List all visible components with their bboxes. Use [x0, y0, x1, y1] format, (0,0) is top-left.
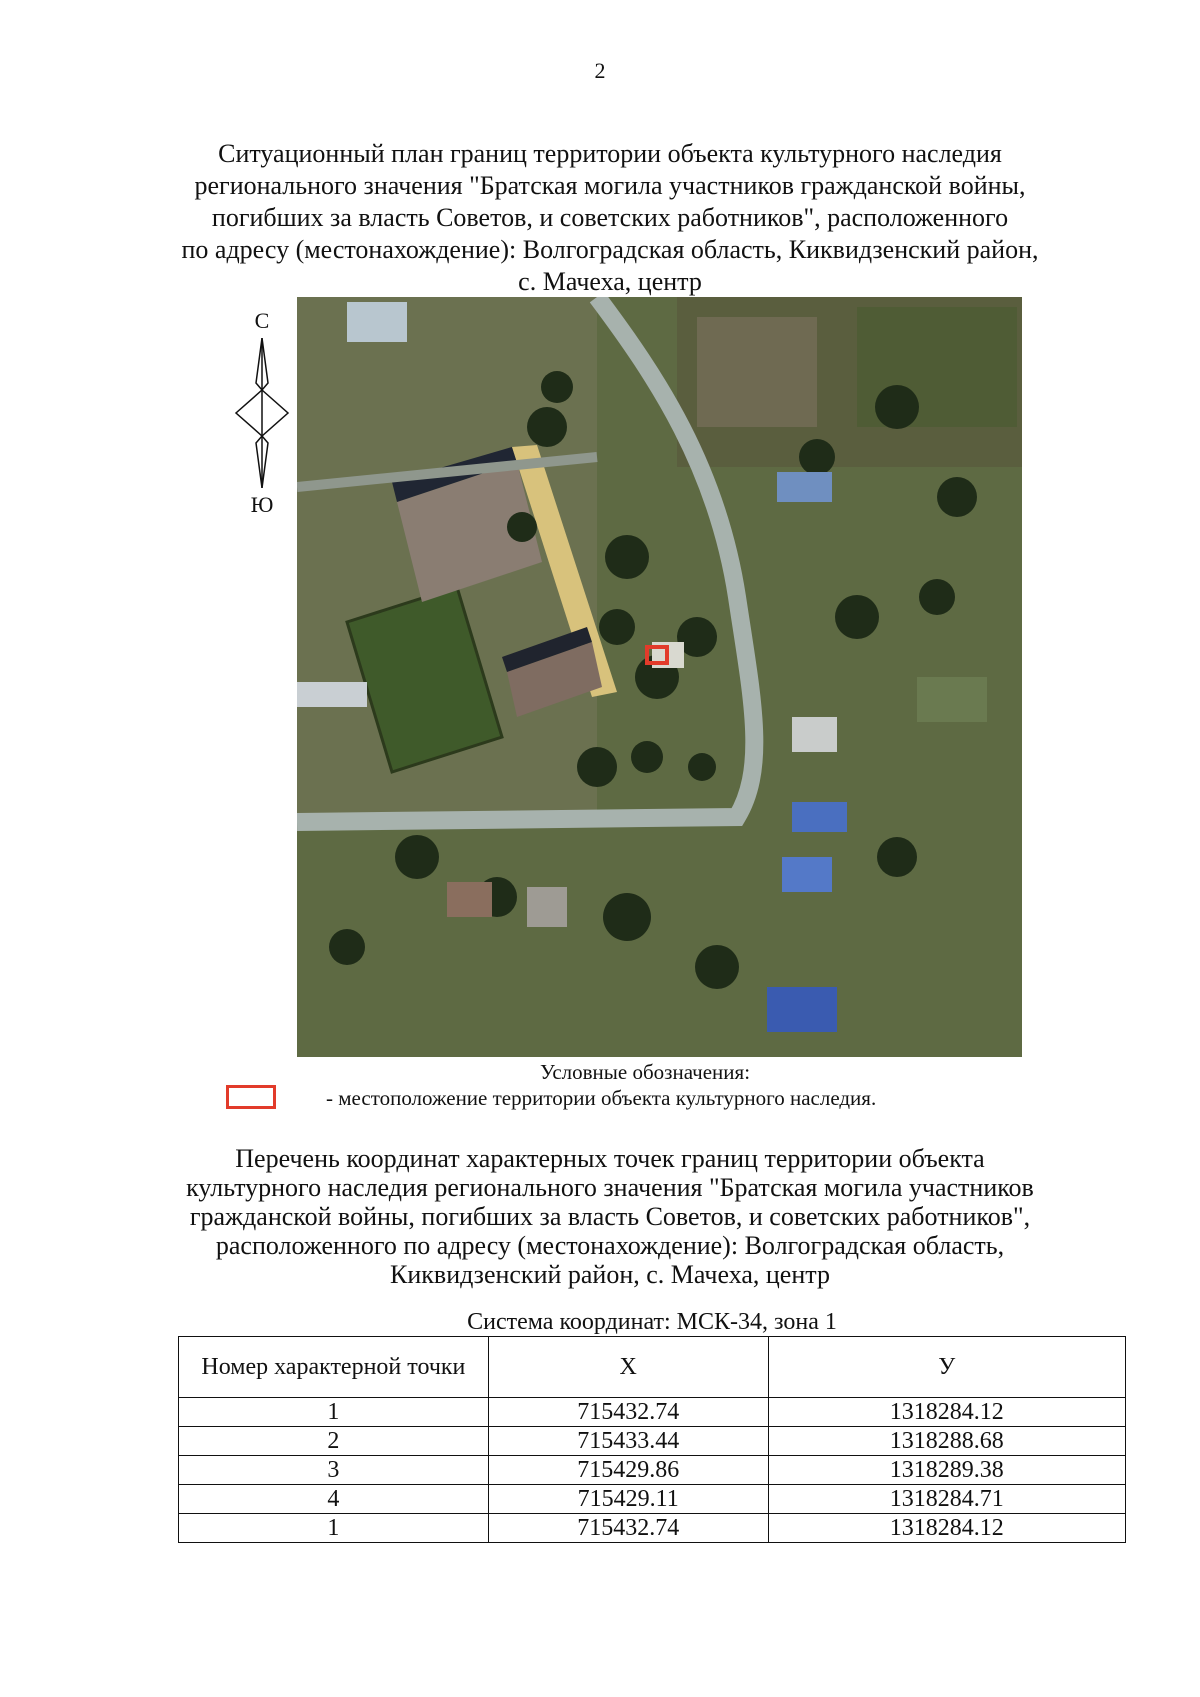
cell-y: 1318289.38	[768, 1456, 1125, 1485]
title-line: с. Мачеха, центр	[518, 267, 702, 296]
table-row	[179, 1485, 1126, 1514]
legend-item-text: - местоположение территории объекта культурного наследия.	[326, 1086, 877, 1110]
document-title	[150, 138, 1070, 298]
table-header-row	[179, 1337, 1126, 1398]
cell-point: 2	[179, 1427, 489, 1456]
cell-y: 1318284.12	[768, 1398, 1125, 1427]
cell-y: 1318288.68	[768, 1427, 1125, 1456]
cell-x: 715429.11	[488, 1485, 768, 1514]
title-line: Ситуационный план границ территории объекта культурного наследия	[218, 139, 1002, 168]
cell-x: 715429.86	[488, 1456, 768, 1485]
list-title-line: культурного наследия регионального значения "Братская могила участников	[186, 1173, 1034, 1202]
coordinates-list-title	[140, 1144, 1080, 1289]
cell-y: 1318284.71	[768, 1485, 1125, 1514]
list-title-line: расположенного по адресу (местонахождение): Волгоградская область,	[215, 1231, 1005, 1260]
cell-x: 715432.74	[488, 1514, 768, 1543]
header-point-number: Номер характерной точки	[179, 1337, 489, 1398]
page-number: 2	[594, 58, 606, 83]
compass-south-label: Ю	[250, 492, 274, 517]
title-line: по адресу (местонахождение): Волгоградская область, Киквидзенский район,	[181, 235, 1039, 264]
table-row	[179, 1514, 1126, 1543]
header-x: Х	[488, 1337, 768, 1398]
list-title-line: гражданской войны, погибших за власть Советов, и советских работников",	[189, 1202, 1031, 1231]
title-line: погибших за власть Советов, и советских работников", расположенного	[211, 203, 1009, 232]
cell-point: 1	[179, 1514, 489, 1543]
coordinates-table	[178, 1336, 1126, 1543]
header-y: У	[768, 1337, 1125, 1398]
cell-x: 715433.44	[488, 1427, 768, 1456]
legend-red-outline-icon	[226, 1085, 276, 1109]
list-title-line: Киквидзенский район, с. Мачеха, центр	[390, 1260, 830, 1289]
satellite-map	[297, 297, 1022, 1057]
compass	[232, 308, 292, 518]
satellite-image	[297, 297, 1022, 1057]
cell-x: 715432.74	[488, 1398, 768, 1427]
compass-arrow-icon	[232, 338, 292, 488]
cell-point: 4	[179, 1485, 489, 1514]
cell-point: 3	[179, 1456, 489, 1485]
compass-north-label: С	[254, 308, 270, 333]
title-line: регионального значения "Братская могила участников гражданской войны,	[194, 171, 1026, 200]
table-row	[179, 1398, 1126, 1427]
table-row	[179, 1456, 1126, 1485]
cell-point: 1	[179, 1398, 489, 1427]
coordinate-system-label: Система координат: МСК-34, зона 1	[467, 1309, 837, 1335]
list-title-line: Перечень координат характерных точек границ территории объекта	[235, 1144, 985, 1173]
cell-y: 1318284.12	[768, 1514, 1125, 1543]
legend-title: Условные обозначения:	[540, 1060, 751, 1084]
table-row	[179, 1427, 1126, 1456]
